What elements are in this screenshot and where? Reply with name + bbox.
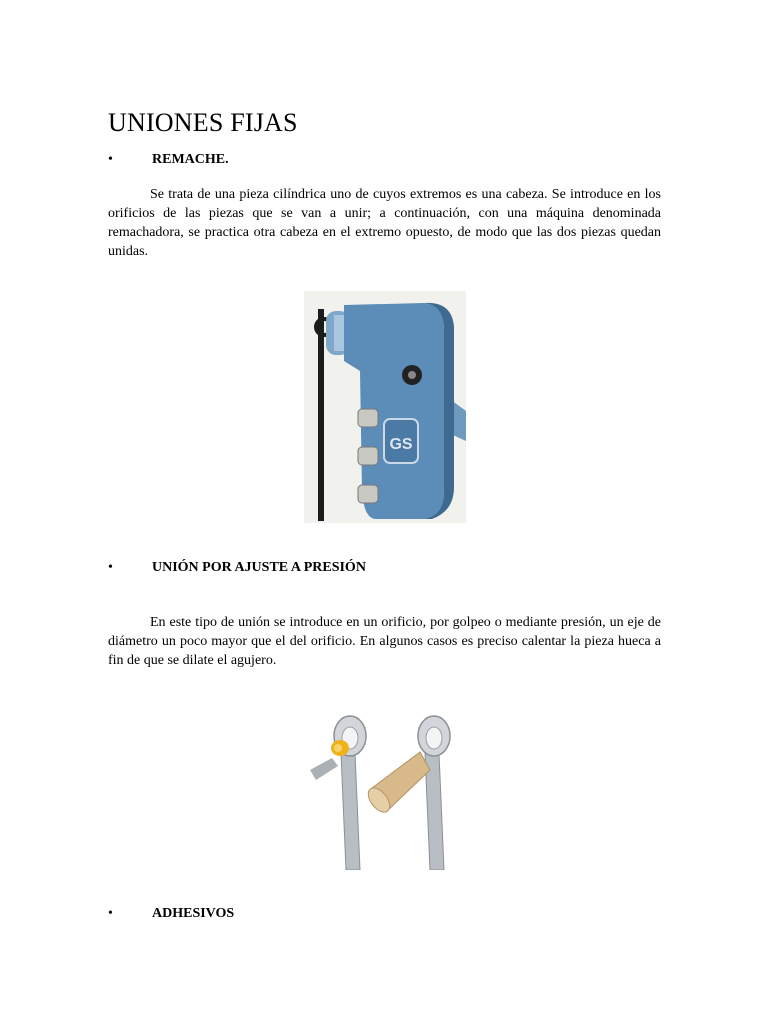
section-paragraph-ajuste: En este tipo de unión se introduce en un orificio, por golpeo o mediante presión, un eje de diámetro un poco mayor que el del orificio. En algunos casos es preciso calentar la pieza hueca a fin de que se dilate el agujero. xyxy=(108,615,661,668)
press-fit-image xyxy=(310,700,460,870)
page-title: UNIONES FIJAS xyxy=(108,108,298,137)
section-heading-label: REMACHE. xyxy=(152,152,229,167)
bullet: • xyxy=(108,906,113,921)
bullet: • xyxy=(108,560,113,575)
section-paragraph-remache: Se trata de una pieza cilíndrica uno de cuyos extremos es una cabeza. Se introduce en los orificios de las piezas que se van a unir; a continuación, con una máquina denominada remachadora, se practica otra cabeza en el extremo opuesto, de modo que las dos piezas quedan unidas. xyxy=(108,187,661,259)
bullet: • xyxy=(108,152,113,167)
section-heading-label: ADHESIVOS xyxy=(152,906,235,921)
section-heading-label: UNIÓN POR AJUSTE A PRESIÓN xyxy=(152,560,366,575)
tool-logo: GS xyxy=(389,436,413,453)
rivet-gun-image xyxy=(304,291,466,523)
